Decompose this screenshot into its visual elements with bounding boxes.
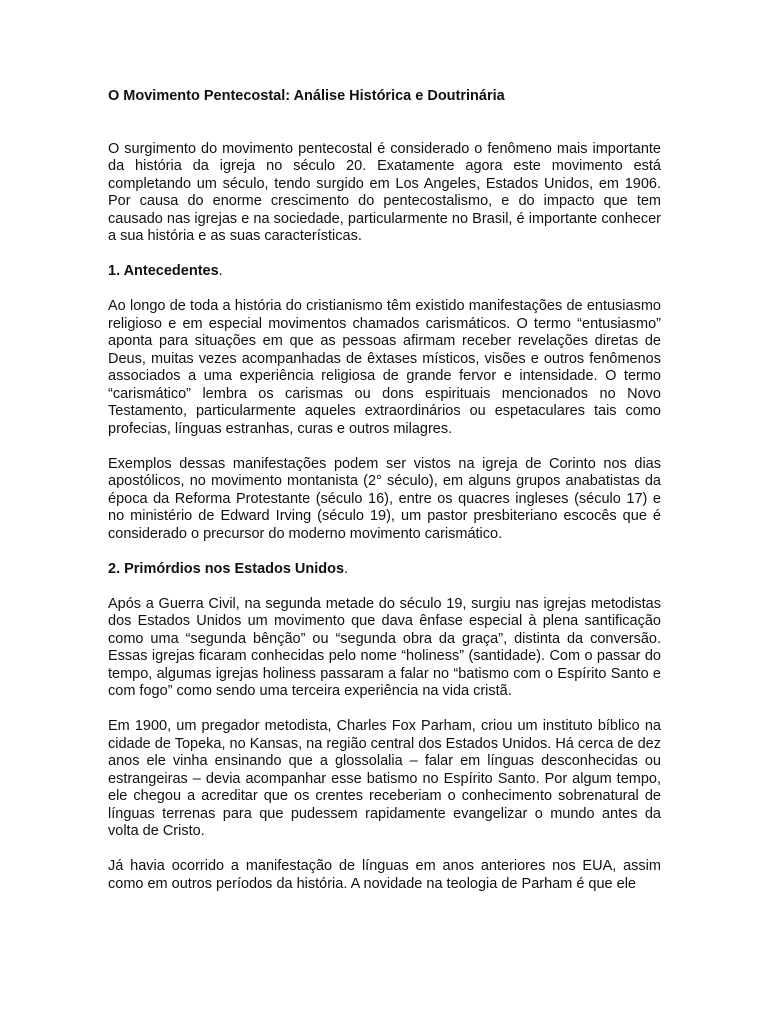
intro-paragraph: O surgimento do movimento pentecostal é considerado o fenômeno mais importante da história da igreja no século 20. Exatamente agora este movimento está completando um século, tendo surgido em Los Angeles, Estados Unidos, em 1906. Por causa do enorme crescimento do pentecostalismo, e do impacto que tem causado nas igrejas e na sociedade, particularmente no Brasil, é importante conhecer a sua história e as suas características. (108, 140, 661, 244)
section-heading-antecedentes (108, 263, 661, 281)
section-heading-primordios (108, 561, 661, 579)
section-heading-text: 2. Primórdios nos Estados Unidos (108, 560, 345, 577)
paragraph-primordios-2: Em 1900, um pregador metodista, Charles Fox Parham, criou um instituto bíblico na cidade de Topeka, no Kansas, na região central dos Estados Unidos. Há cerca de dez anos ele vinha ensinando que a glossolalia – falar em línguas desconhecidas ou estrangeiras – devia acompanhar esse batismo no Espírito Santo. Por algum tempo, ele chegou a acreditar que os crentes receberiam o conhecimento sobrenatural de línguas terrenas para que pudessem rapidamente evangelizar o mundo antes da volta de Cristo. (108, 718, 661, 839)
section-heading-period: . (218, 263, 223, 279)
document-title: O Movimento Pentecostal: Análise Histórica e Doutrinária (108, 88, 505, 104)
paragraph-primordios-1: Após a Guerra Civil, na segunda metade do século 19, surgiu nas igrejas metodistas dos Estados Unidos um movimento que dava ênfase especial à plena santificação como uma “segunda bênção” ou “segunda obra da graça”, distinta da conversão. Essas igrejas ficaram conhecidas pelo nome “holiness” (santidade). Com o passar do tempo, algumas igrejas holiness passaram a falar no “batismo com o Espírito Santo e com fogo” como sendo uma terceira experiência na vida cristã. (108, 595, 661, 699)
section-heading-text: 1. Antecedentes (108, 263, 219, 279)
paragraph-antecedentes-2: Exemplos dessas manifestações podem ser vistos na igreja de Corinto nos dias apostólicos, no movimento montanista (2° século), em alguns grupos anabatistas da época da Reforma Protestante (século 16), entre os quacres ingleses (século 17) e no ministério de Edward Irving (século 19), um pastor presbiteriano escocês que é considerado o precursor do moderno movimento carismático. (108, 455, 661, 542)
paragraph-primordios-3: Já havia ocorrido a manifestação de línguas em anos anteriores nos EUA, assim como em outros períodos da história. A novidade na teologia de Parham é que ele (108, 858, 661, 892)
paragraph-antecedentes-1: Ao longo de toda a história do cristianismo têm existido manifestações de entusiasmo religioso e em especial movimentos chamados carismáticos. O termo “entusiasmo” aponta para situações em que as pessoas afirmam receber revelações diretas de Deus, muitas vezes acompanhadas de êxtases místicos, visões e outros fenômenos associados a uma experiência religiosa de grande fervor e intensidade. O termo “carismático” lembra os carismas ou dons espirituais mencionados no Novo Testamento, particularmente aqueles extraordinários ou espetaculares tais como profecias, línguas estranhas, curas e outros milagres. (108, 298, 661, 437)
document-page (108, 88, 661, 911)
section-heading-period: . (344, 560, 349, 577)
